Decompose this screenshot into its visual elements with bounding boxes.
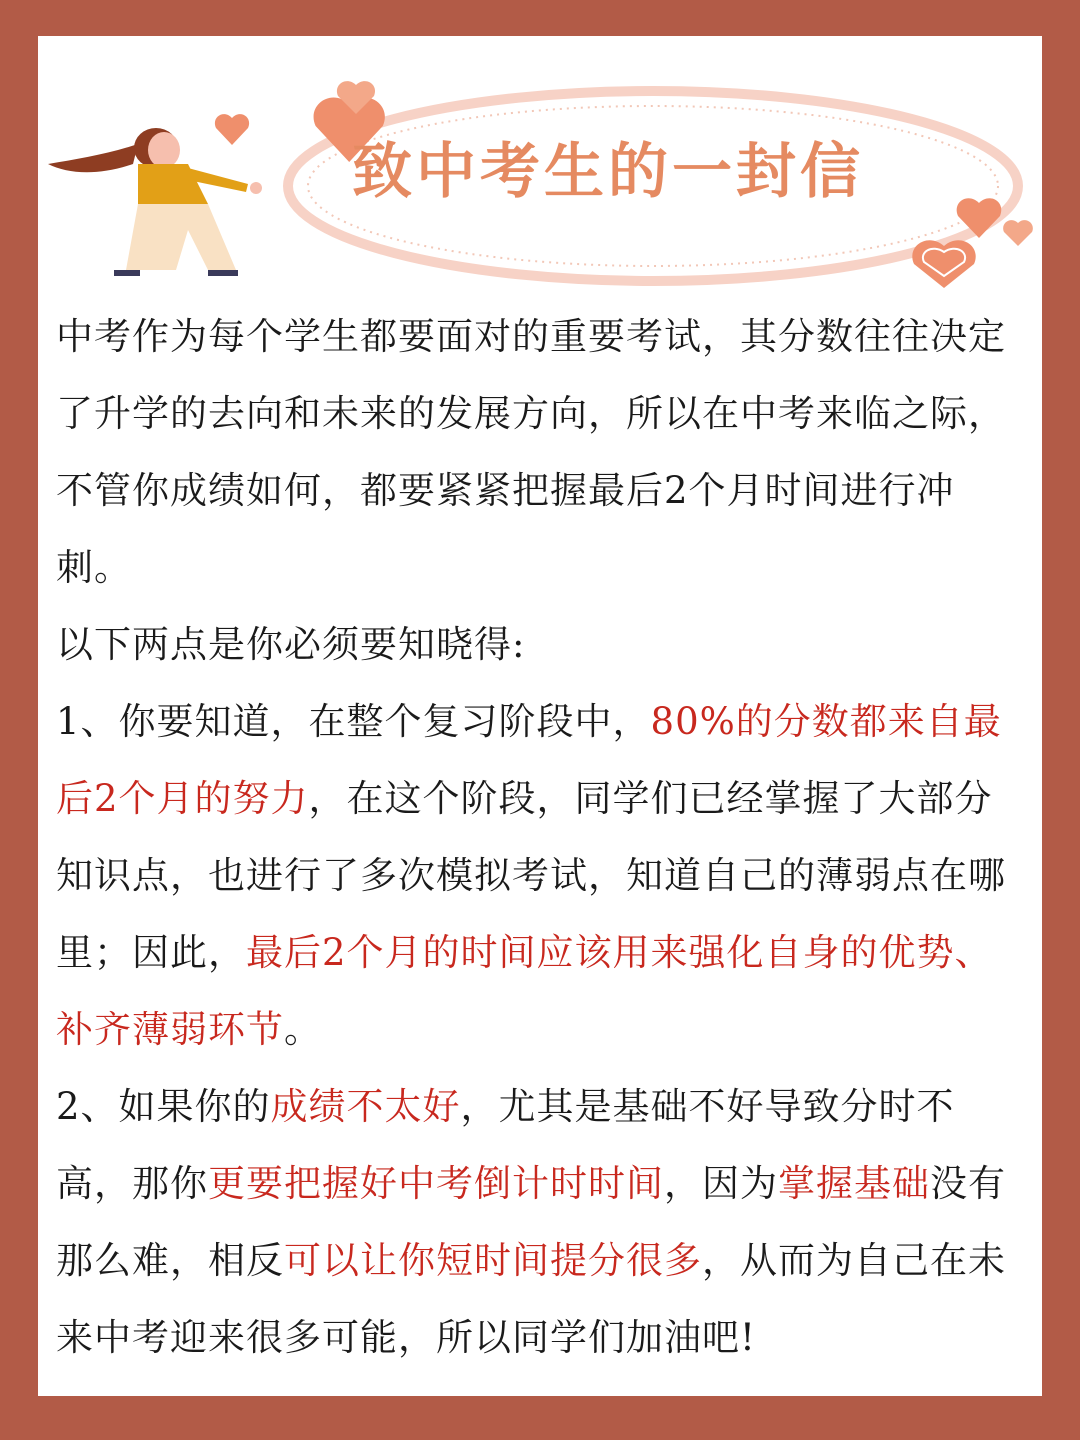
point-2-text: 2、如果你的 xyxy=(56,1085,271,1128)
heart-icon xyxy=(912,240,975,288)
heart-icon xyxy=(215,114,249,145)
point-2-highlight: 更要把握好中考倒计时时间 xyxy=(208,1162,664,1205)
point-1-highlight: 80%的分数都来自最后2个月的努力 xyxy=(56,700,1002,820)
girl-illustration xyxy=(48,128,262,276)
letter-body xyxy=(56,298,1026,1376)
point-2-paragraph xyxy=(56,1068,1026,1376)
point-1-paragraph xyxy=(56,683,1026,1068)
point-1-highlight: 最后2个月的时间应该用来强化自身的优势、补齐薄弱环节 xyxy=(56,931,993,1051)
letter-card xyxy=(38,36,1042,1396)
heart-icon xyxy=(1003,220,1033,246)
point-2-highlight: 成绩不太好 xyxy=(270,1085,461,1128)
page-title: 致中考生的一封信 xyxy=(352,137,864,207)
point-2-text: ，从而为自己在未来中考迎来很多可能，所以同学们加油吧! xyxy=(56,1239,1006,1359)
point-2-highlight: 可以让你短时间提分很多 xyxy=(284,1239,702,1282)
point-1-text: 。 xyxy=(284,1008,322,1051)
intro-paragraph: 中考作为每个学生都要面对的重要考试，其分数往往决定了升学的去向和未来的发展方向，所以在中考来临之际，不管你成绩如何，都要紧紧把握最后2个月时间进行冲刺。 xyxy=(56,315,1006,589)
header-banner xyxy=(38,36,1042,296)
point-1-text: ，在这个阶段，同学们已经掌握了大部分知识点，也进行了多次模拟考试，知道自己的薄弱点在哪里；因此， xyxy=(56,777,1006,974)
point-2-text: ，尤其是基础不好导致分时不高，那你 xyxy=(56,1085,955,1205)
point-1-text: 1、你要知道，在整个复习阶段中， xyxy=(56,700,651,743)
point-2-text: ，因为 xyxy=(664,1162,778,1205)
point-2-highlight: 掌握基础 xyxy=(778,1162,930,1205)
point-2-text: 没有那么难，相反 xyxy=(56,1162,1006,1282)
lead-paragraph: 以下两点是你必须要知晓得: xyxy=(56,623,526,666)
